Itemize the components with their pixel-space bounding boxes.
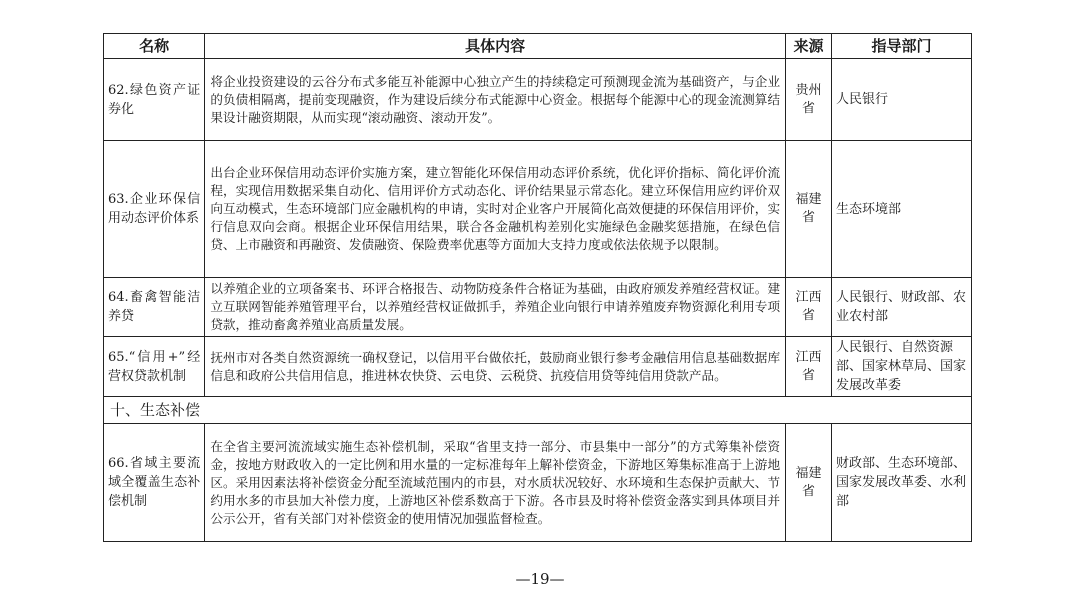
header-source: 来源 xyxy=(786,34,832,59)
table-row xyxy=(104,337,972,397)
row-dept: 人民银行 xyxy=(832,59,972,141)
row-dept: 生态环境部 xyxy=(832,141,972,278)
row-content: 以养殖企业的立项备案书、环评合格报告、动物防疫条件合格证为基础，由政府颁发养殖经营权证。建立互联网智能养殖管理平台，以养殖经营权证做抓手，养殖企业向银行申请养殖废弃物资源化利用专项贷款，推动畜禽养殖业高质量发展。 xyxy=(205,278,786,337)
row-name: 66.省域主要流域全覆盖生态补偿机制 xyxy=(104,424,205,542)
row-name: 65.“信用+”经营权贷款机制 xyxy=(104,337,205,397)
table-row xyxy=(104,59,972,141)
row-name: 64.畜禽智能洁养贷 xyxy=(104,278,205,337)
policy-table xyxy=(103,33,972,542)
row-dept: 人民银行、自然资源部、国家林草局、国家发展改革委 xyxy=(832,337,972,397)
row-source: 江西省 xyxy=(786,337,832,397)
row-content: 将企业投资建设的云谷分布式多能互补能源中心独立产生的持续稳定可预测现金流为基础资产，与企业的负债相隔离，提前变现融资，作为建设后续分布式能源中心资金。根据每个能源中心的现金流测算结果设计融资期限，从而实现“滚动融资、滚动开发”。 xyxy=(205,59,786,141)
row-content: 在全省主要河流流域实施生态补偿机制，采取“省里支持一部分、市县集中一部分”的方式筹集补偿资金，按地方财政收入的一定比例和用水量的一定标准每年上解补偿资金，下游地区筹集标准高于上游地区。采用因素法将补偿资金分配至流域范围内的市县，对水质状况较好、水环境和生态保护贡献大、节约用水多的市县加大补偿力度，上游地区补偿系数高于下游。各市县及时将补偿资金落实到具体项目并公示公开，省有关部门对补偿资金的使用情况加强监督检查。 xyxy=(205,424,786,542)
page-number: —19— xyxy=(515,570,565,588)
row-source: 江西省 xyxy=(786,278,832,337)
row-source: 贵州省 xyxy=(786,59,832,141)
header-dept: 指导部门 xyxy=(832,34,972,59)
section-row xyxy=(104,397,972,424)
row-content: 出台企业环保信用动态评价实施方案，建立智能化环保信用动态评价系统，优化评价指标、简化评价流程，实现信用数据采集自动化、信用评价方式动态化、评价结果显示常态化。建立环保信用应约评价双向互动模式，生态环境部门应金融机构的申请，实时对企业客户开展简化高效便捷的环保信用评价，实行信息双向会商。根据企业环保信用结果，联合各金融机构差别化实施绿色金融奖惩措施，在绿色信贷、上市融资和再融资、发债融资、保险费率优惠等方面加大支持力度或依法依规予以限制。 xyxy=(205,141,786,278)
row-dept: 人民银行、财政部、农业农村部 xyxy=(832,278,972,337)
row-dept: 财政部、生态环境部、国家发展改革委、水利部 xyxy=(832,424,972,542)
header-name: 名称 xyxy=(104,34,205,59)
table-row xyxy=(104,424,972,542)
header-content: 具体内容 xyxy=(205,34,786,59)
section-title: 十、生态补偿 xyxy=(104,397,972,424)
row-source: 福建省 xyxy=(786,424,832,542)
row-content: 抚州市对各类自然资源统一确权登记，以信用平台做依托，鼓励商业银行参考金融信用信息基础数据库信息和政府公共信用信息，推进林农快贷、云电贷、云税贷、抗疫信用贷等纯信用贷款产品。 xyxy=(205,337,786,397)
table-row xyxy=(104,141,972,278)
row-name: 63.企业环保信用动态评价体系 xyxy=(104,141,205,278)
row-name: 62.绿色资产证券化 xyxy=(104,59,205,141)
table-header-row xyxy=(104,34,972,59)
row-source: 福建省 xyxy=(786,141,832,278)
table-row xyxy=(104,278,972,337)
